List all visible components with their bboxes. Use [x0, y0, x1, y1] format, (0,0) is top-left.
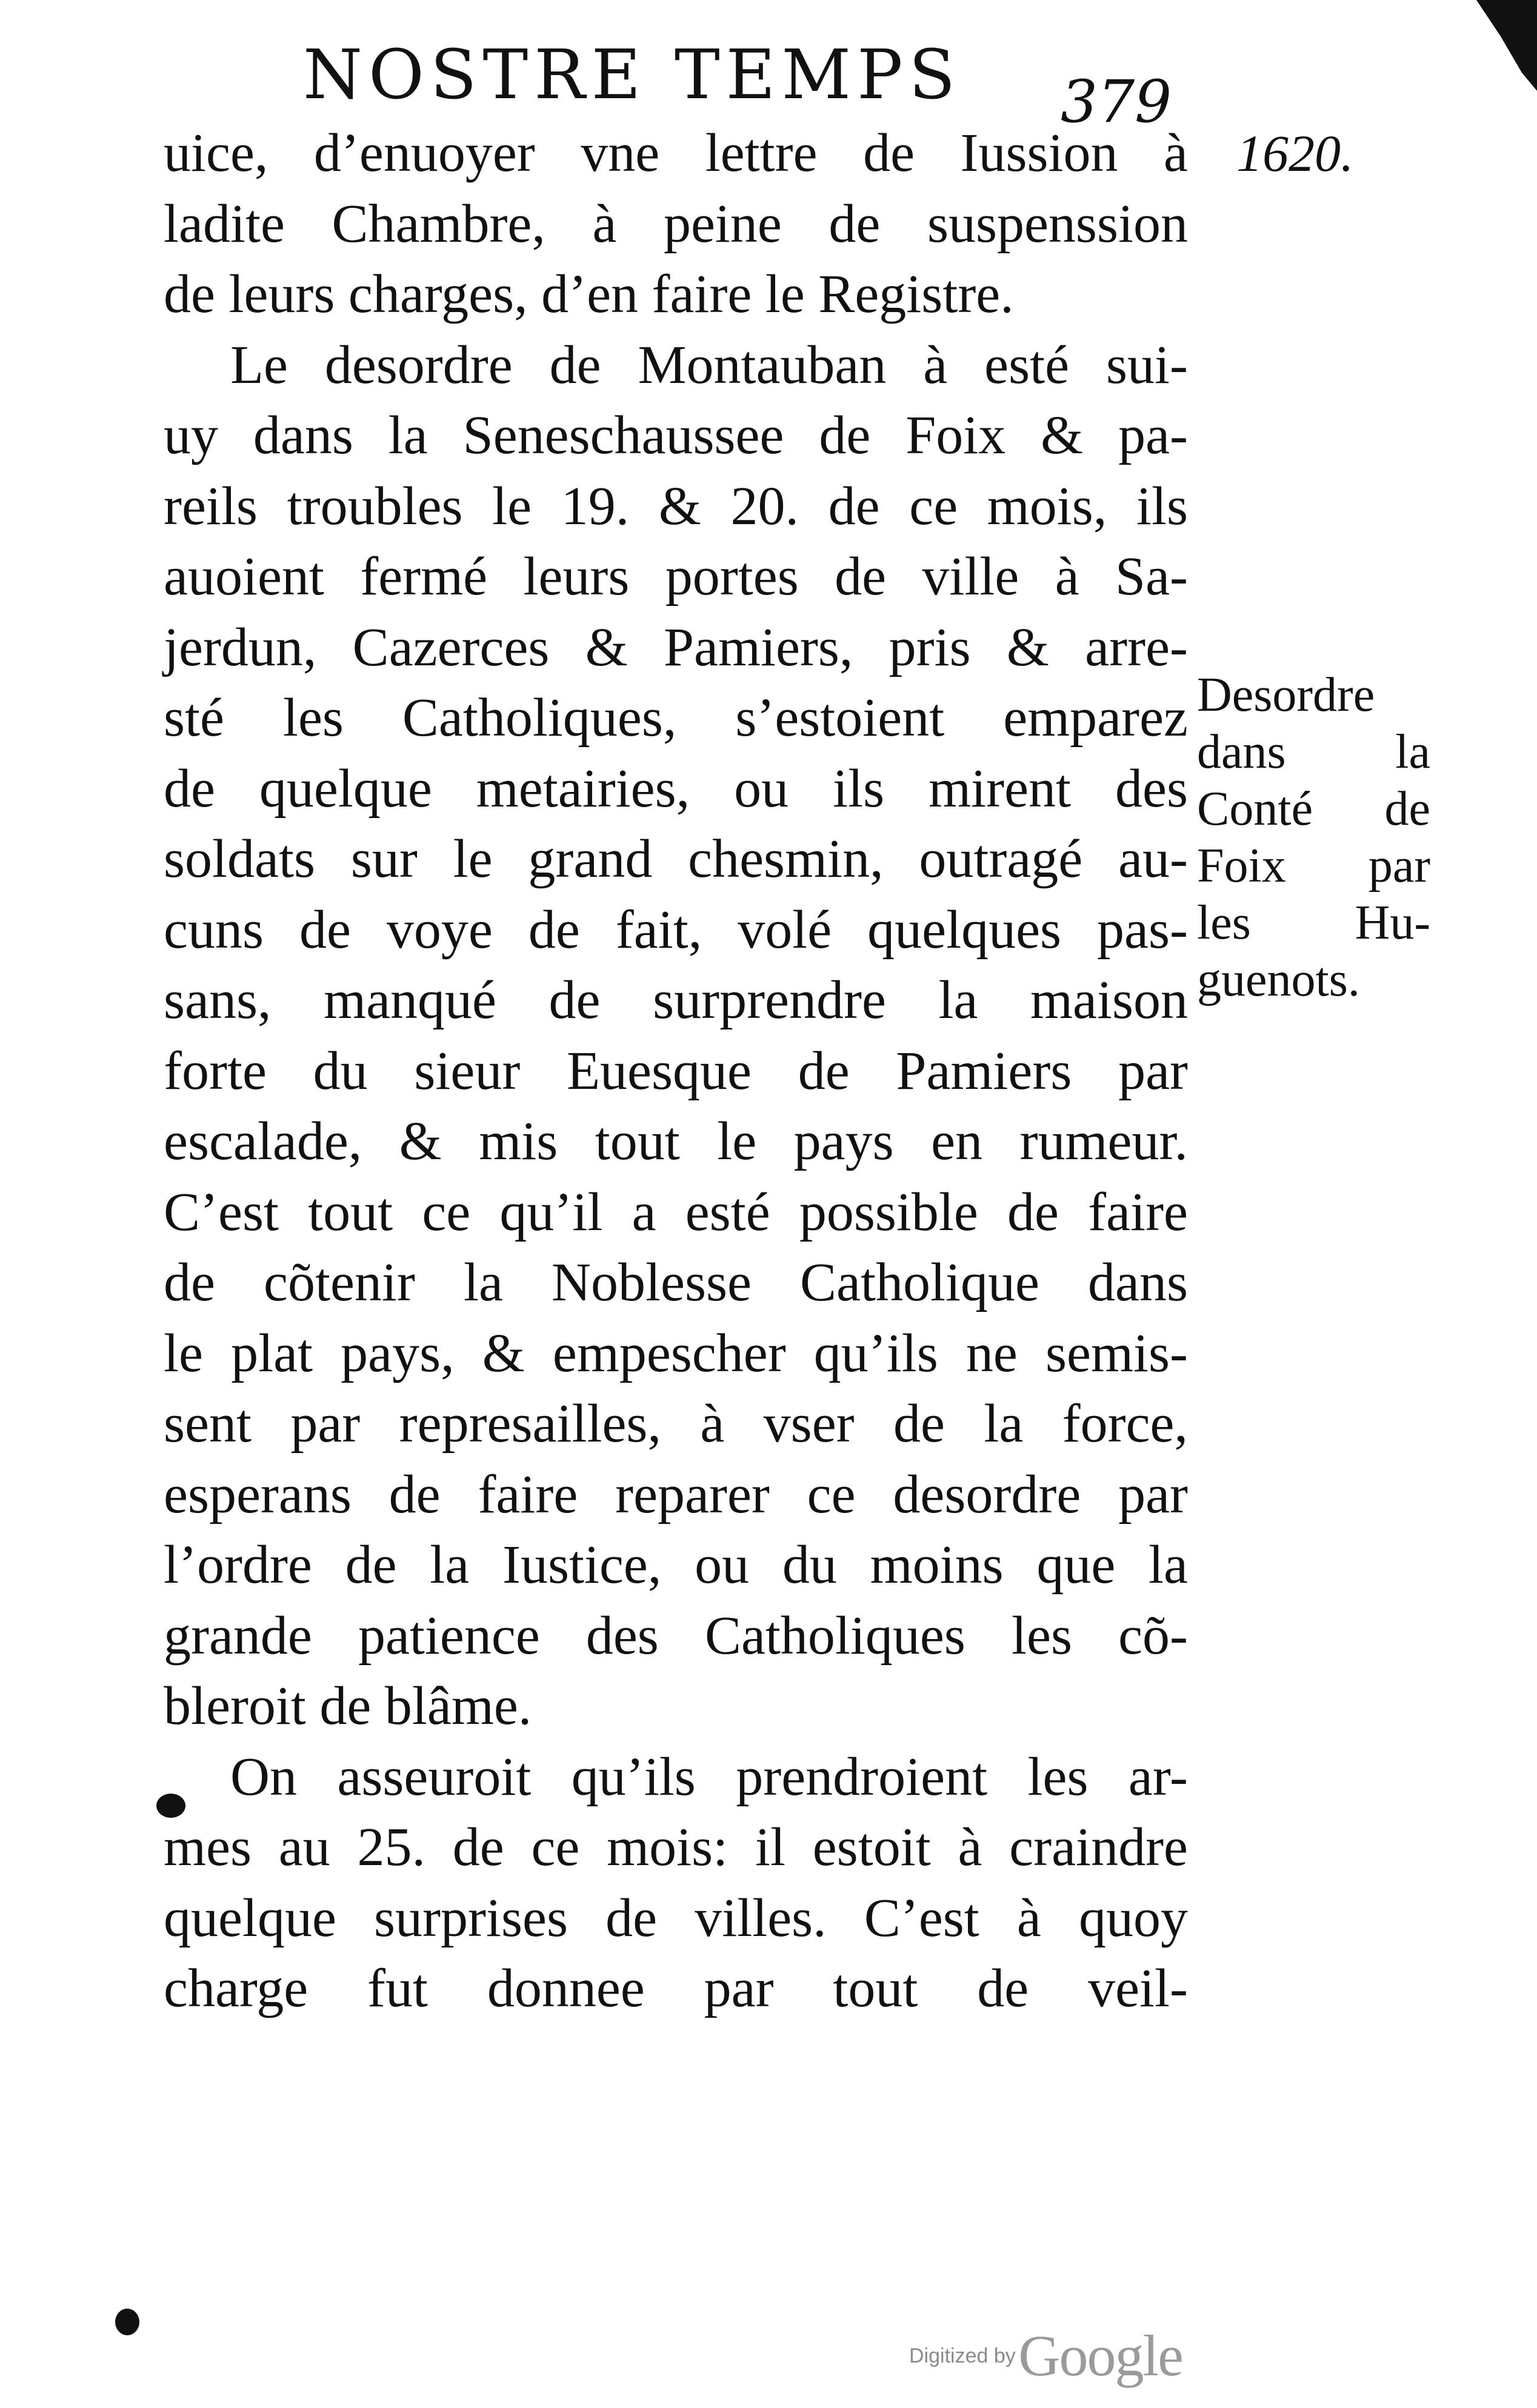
body-line: sent par represailles, à vser de la force,	[164, 1394, 1188, 1454]
body-line: escalade, & mis tout le pays en rumeur.	[164, 1111, 1188, 1171]
body-line: auoient fermé leurs portes de ville à Sa-	[164, 547, 1188, 607]
google-logo: Google	[1018, 2323, 1182, 2388]
body-line: C’est tout ce qu’il a esté possible de faire	[164, 1182, 1188, 1242]
body-line: de cõtenir la Noblesse Catholique dans	[164, 1252, 1188, 1312]
digitized-watermark	[909, 2323, 1182, 2388]
body-line: ladite Chambre, à peine de suspenssion	[164, 193, 1188, 254]
body-line: esperans de faire reparer ce desordre par	[164, 1464, 1188, 1525]
sidenote-line: dans la	[1197, 725, 1430, 779]
sidenote-line: les Hu-	[1197, 896, 1430, 950]
sidenote-line: Conté de	[1197, 782, 1430, 836]
margin-sidenote	[1197, 667, 1430, 1008]
body-line: l’ordre de la Iustice, ou du moins que la	[164, 1535, 1188, 1595]
body-line: uy dans la Seneschaussee de Foix & pa-	[164, 405, 1188, 465]
body-line: Le desordre de Montauban à esté sui-	[230, 334, 1188, 395]
body-line: sans, manqué de surprendre la maison	[164, 970, 1188, 1030]
margin-year: 1620.	[1236, 124, 1354, 182]
body-line: quelque surprises de villes. C’est à quoy	[164, 1887, 1188, 1948]
body-line: le plat pays, & empescher qu’ils ne semis-	[164, 1323, 1188, 1383]
body-line: jerdun, Cazerces & Pamiers, pris & arre-	[164, 617, 1188, 677]
body-line: de quelque metairies, ou ils mirent des	[164, 758, 1188, 819]
body-line: forte du sieur Euesque de Pamiers par	[164, 1040, 1188, 1101]
body-text	[164, 118, 1188, 2024]
body-line: de leurs charges, d’en faire le Registre.	[164, 264, 1014, 324]
watermark-prefix: Digitized by	[909, 2344, 1016, 2367]
body-line: uice, d’enuoyer vne lettre de Iussion à	[164, 123, 1188, 183]
body-line: mes au 25. de ce mois: il estoit à craindre	[164, 1817, 1188, 1877]
body-line: cuns de voye de fait, volé quelques pas-	[164, 899, 1188, 960]
page-number: 379	[1061, 68, 1172, 136]
sidenote-line: Foix par	[1197, 839, 1430, 893]
ink-blot-mark	[156, 1794, 185, 1818]
body-line: grande patience des Catholiques les cõ-	[164, 1605, 1188, 1666]
body-line: charge fut donnee par tout de veil-	[164, 1958, 1188, 2018]
sidenote-line: Desordre	[1197, 668, 1375, 722]
body-line: soldats sur le grand chesmin, outragé au-	[164, 829, 1188, 889]
body-line: On asseuroit qu’ils prendroient les ar-	[230, 1746, 1188, 1807]
ink-blot-mark	[115, 2309, 139, 2335]
sidenote-line: guenots.	[1197, 953, 1360, 1006]
body-line: reils troubles le 19. & 20. de ce mois, ils	[164, 476, 1188, 536]
torn-corner-mark	[1464, 0, 1537, 91]
body-line: bleroit de blâme.	[164, 1676, 532, 1736]
body-line: sté les Catholiques, s’estoient emparez	[164, 688, 1188, 748]
running-title: NOSTRE TEMPS	[303, 36, 962, 115]
